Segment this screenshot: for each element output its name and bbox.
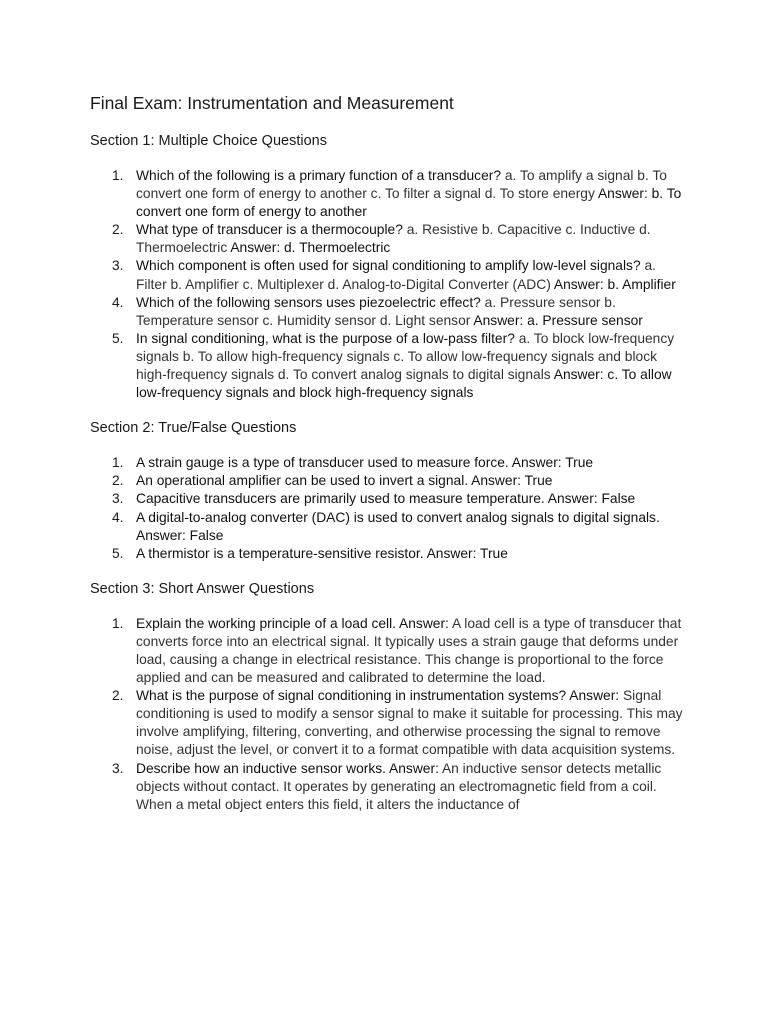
item-number: 1.: [112, 168, 124, 183]
list-item: [90, 472, 684, 490]
list-item: [90, 454, 684, 472]
item-number: 1.: [112, 455, 124, 471]
question-text: Explain the working principle of a load cell. Answer:: [136, 615, 449, 631]
item-number: 2.: [112, 222, 124, 238]
options-text: a. Pressure sensor b. Temperature sensor c. Humidity sensor d. Light sensor: [136, 294, 616, 328]
question-text: A digital-to-analog converter (DAC) is used to convert analog signals to digital signals. Answer: False: [136, 509, 660, 543]
question-list: [90, 167, 690, 402]
list-item: [90, 294, 684, 330]
question-text: In signal conditioning, what is the purpose of a low-pass filter?: [136, 330, 515, 346]
question-text: What is the purpose of signal conditioning in instrumentation systems? Answer:: [136, 688, 620, 704]
answer-body: Signal conditioning is used to modify a sensor signal to make it suitable for processing. This may involve amplifying, filtering, converting, and otherwise processing the signal to remove noise, adjust the level, or convert it to a format compatible with data acquisition systems.: [136, 688, 683, 758]
section-heading: Section 2: True/False Questions: [90, 420, 297, 437]
answer-text: Answer: d. Thermoelectric: [230, 240, 391, 256]
question-text: What type of transducer is a thermocouple?: [136, 222, 403, 238]
section-short-answer: [90, 580, 690, 814]
item-number: 2.: [112, 473, 124, 489]
options-text: a. To block low-frequency signals b. To allow high-frequency signals c. To allow low-frequency signals and block high-frequency signals d. To convert analog signals to digital signals: [136, 330, 675, 383]
list-item: [90, 545, 684, 563]
options-text: a. To amplify a signal b. To convert one form of energy to another c. To filter a signal d. To store energy: [136, 168, 667, 202]
section-multiple-choice: [90, 132, 690, 402]
list-item: [90, 760, 684, 814]
list-item: [90, 167, 684, 221]
question-text: Which component is often used for signal conditioning to amplify low-level signals?: [136, 258, 641, 274]
question-text: A strain gauge is a type of transducer used to measure force. Answer: True: [136, 455, 594, 471]
list-item: [90, 330, 684, 402]
item-number: 3.: [112, 760, 124, 776]
question-text: A thermistor is a temperature-sensitive resistor. Answer: True: [136, 545, 508, 561]
answer-text: Answer: b. To convert one form of energy to another: [136, 186, 682, 220]
options-text: a. Resistive b. Capacitive c. Inductive d. Thermoelectric: [136, 222, 651, 256]
question-list: [90, 615, 690, 814]
answer-text: Answer: a. Pressure sensor: [473, 312, 643, 328]
item-number: 1.: [112, 615, 124, 631]
answer-body: An inductive sensor detects metallic objects without contact. It operates by generating an electromagnetic field from a coil. When a metal object enters this field, it alters the inductance of: [136, 760, 662, 812]
answer-body: A load cell is a type of transducer that converts force into an electrical signal. It typically uses a strain gauge that deforms under load, causing a change in electrical resistance. This change is proportional to the force applied and can be measured and calibrated to determine the load.: [136, 615, 682, 686]
section-true-false: [90, 419, 690, 563]
document-title: Final Exam: Instrumentation and Measurement: [90, 93, 454, 113]
section-heading: Section 1: Multiple Choice Questions: [90, 133, 327, 149]
exam-document: [90, 92, 690, 831]
question-list: [90, 454, 690, 563]
item-number: 4.: [112, 509, 124, 525]
options-text: a. Filter b. Amplifier c. Multiplexer d. Analog-to-Digital Converter (ADC): [136, 258, 656, 292]
answer-text: Answer: b. Amplifier: [553, 276, 676, 292]
list-item: [90, 687, 684, 759]
section-heading: Section 3: Short Answer Questions: [90, 580, 315, 597]
item-number: 2.: [112, 688, 124, 704]
answer-text: Answer: c. To allow low-frequency signals and block high-frequency signals: [136, 367, 672, 401]
item-number: 3.: [112, 258, 124, 274]
question-text: Describe how an inductive sensor works. Answer:: [136, 760, 439, 776]
item-number: 5.: [112, 330, 124, 346]
question-text: Capacitive transducers are primarily used to measure temperature. Answer: False: [136, 491, 636, 507]
list-item: [90, 490, 684, 508]
question-text: Which of the following sensors uses piezoelectric effect?: [136, 294, 481, 310]
question-text: Which of the following is a primary function of a transducer?: [136, 168, 502, 183]
item-number: 4.: [112, 294, 124, 310]
question-text: An operational amplifier can be used to invert a signal. Answer: True: [136, 473, 553, 489]
item-number: 5.: [112, 545, 124, 561]
list-item: [90, 615, 684, 687]
list-item: [90, 509, 684, 545]
list-item: [90, 221, 684, 257]
list-item: [90, 257, 684, 293]
item-number: 3.: [112, 491, 124, 507]
